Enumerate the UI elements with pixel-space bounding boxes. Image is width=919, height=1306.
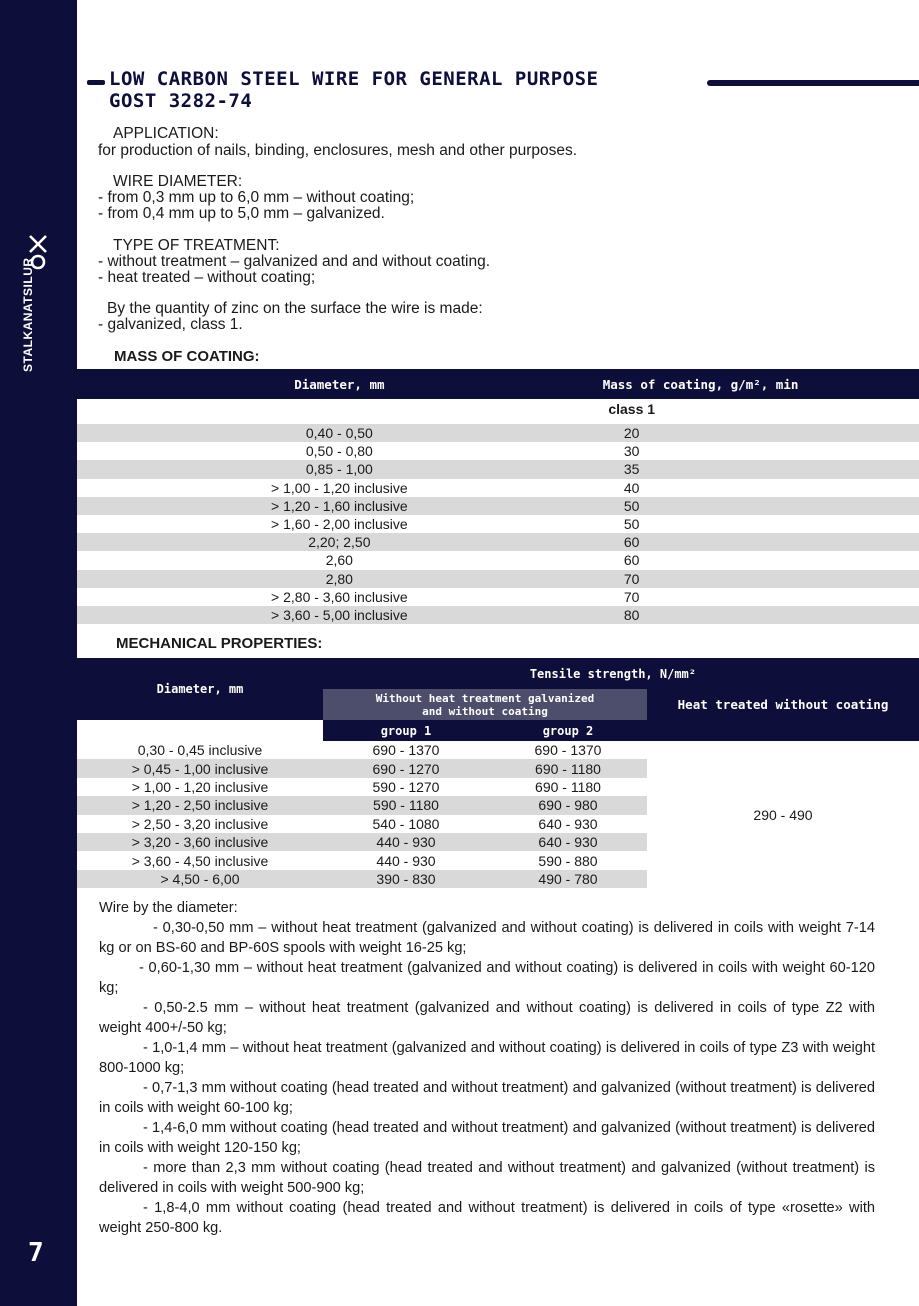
sidebar (0, 0, 77, 1306)
mass-cell-coating: 60 (602, 533, 662, 551)
delivery-item-2: - 0,60-1,30 mm – without heat treatment (galvanized and without coating) is delivered in coils with weight 60-120 kg; (99, 960, 875, 996)
treatment-line-2: - heat treated – without coating; (98, 269, 316, 286)
mass-cell-diameter: 2,80 (77, 570, 602, 588)
mech-cell-group-2: 690 - 1370 (534, 742, 602, 759)
treatment-line-1: - without treatment – galvanized and and without coating. (98, 253, 491, 270)
mass-row (77, 570, 919, 588)
wire-diameter-line-1: - from 0,3 mm up to 6,0 mm – without coating; (98, 189, 415, 206)
mech-cell-diameter: > 3,20 - 3,60 inclusive (77, 833, 323, 851)
mass-table (77, 369, 919, 624)
wire-diameter-line-2: - from 0,4 mm up to 5,0 mm – galvanized. (98, 205, 385, 222)
delivery-item-6: - 1,4-6,0 mm without coating (head treated and without treatment) and galvanized (without treatment) is delivered in coils with weight 120-150 kg; (99, 1120, 875, 1156)
mass-cell-coating: 20 (602, 424, 662, 442)
mass-cell-coating: 80 (602, 606, 662, 624)
mech-col-without-heat: Without heat treatment galvanized and without coating (323, 689, 647, 720)
mech-heading: MECHANICAL PROPERTIES: (116, 635, 323, 652)
mech-table (77, 658, 919, 888)
mech-cell-diameter: > 1,20 - 2,50 inclusive (77, 796, 323, 814)
mech-cell-diameter: 0,30 - 0,45 inclusive (137, 742, 263, 759)
mech-cell-group-1: 690 - 1370 (372, 742, 440, 759)
mass-cell-coating: 70 (602, 570, 662, 588)
title-bar-left (87, 80, 105, 85)
mass-row (77, 442, 919, 460)
wire-diameter-label: WIRE DIAMETER: (113, 173, 243, 190)
mass-col-diameter: Diameter, mm (77, 369, 602, 399)
mass-row (77, 497, 919, 515)
mass-cell-coating: 35 (602, 460, 662, 478)
mass-cell-diameter: 0,85 - 1,00 (77, 460, 602, 478)
mass-cell-diameter: > 1,20 - 1,60 inclusive (77, 497, 602, 515)
mech-cell-diameter: > 4,50 - 6,00 (77, 870, 323, 888)
mass-cell-coating: 70 (623, 588, 640, 605)
mass-cell-diameter: 2,20; 2,50 (77, 533, 602, 551)
mech-cell-diameter: > 0,45 - 1,00 inclusive (77, 759, 323, 777)
brand (18, 232, 58, 372)
mass-cell-coating: 60 (623, 552, 640, 569)
mech-cell-diameter: > 2,50 - 3,20 inclusive (131, 815, 269, 832)
mech-cell-group-1: 690 - 1270 (323, 759, 489, 777)
delivery-item-3: - 0,50-2.5 mm – without heat treatment (galvanized and without coating) is delivered in coils of type Z2 with weight 400+/-50 kg; (99, 1000, 875, 1036)
mass-col-coating: Mass of coating, g/m², min (602, 369, 919, 399)
mech-cell-group-2: 690 - 1180 (489, 759, 647, 777)
mass-heading: MASS OF COATING: (114, 348, 260, 365)
delivery-item-5: - 0,7-1,3 mm without coating (head treated and without treatment) and galvanized (without treatment) is delivered in coils with weight 60-100 kg; (99, 1080, 875, 1116)
zinc-label: By the quantity of zinc on the surface the wire is made: (107, 300, 483, 317)
delivery-intro: Wire by the diameter: (99, 900, 238, 916)
mech-cell-group-2: 690 - 1180 (535, 778, 601, 795)
mass-subheader-row (77, 399, 919, 419)
mass-row (77, 551, 919, 569)
mech-cell-group-2: 640 - 930 (538, 815, 598, 832)
mass-row (77, 479, 919, 497)
page-title (109, 68, 599, 112)
mech-col-tensile: Tensile strength, N/mm² (323, 658, 919, 689)
title-line-1: LOW CARBON STEEL WIRE FOR GENERAL PURPOSE (109, 68, 599, 90)
mech-cell-group-1: 440 - 930 (376, 852, 436, 869)
mech-col-diameter: Diameter, mm (77, 658, 323, 720)
mech-cell-group-1: 540 - 1080 (372, 815, 440, 832)
mass-row (77, 424, 919, 442)
mass-cell-diameter: 2,60 (325, 552, 353, 569)
mass-cell-diameter: > 3,60 - 5,00 inclusive (77, 606, 602, 624)
mass-row (77, 460, 919, 478)
title-line-2: GOST 3282-74 (109, 90, 253, 112)
page-number: 7 (28, 1238, 44, 1268)
mass-row (77, 533, 919, 551)
mech-cell-group-1: 440 - 930 (323, 833, 489, 851)
mass-row (77, 606, 919, 624)
delivery-item-8: - 1,8-4,0 mm without coating (head treated and without treatment) is delivered in coils of type «rosette» with weight 250-800 kg. (99, 1200, 875, 1236)
mass-subheader: class 1 (608, 401, 656, 417)
mech-cell-group-1: 590 - 1180 (323, 796, 489, 814)
application-label: APPLICATION: (113, 125, 219, 142)
mass-cell-coating: 50 (623, 516, 640, 533)
mech-cell-diameter: > 1,00 - 1,20 inclusive (131, 778, 269, 795)
mass-cell-diameter: 0,50 - 0,80 (305, 443, 373, 460)
mech-cell-group-2: 590 - 880 (538, 852, 598, 869)
mass-cell-diameter: 0,40 - 0,50 (77, 424, 602, 442)
mech-cell-group-1: 390 - 830 (323, 870, 489, 888)
mass-cell-diameter: > 1,60 - 2,00 inclusive (271, 516, 408, 533)
mass-cell-coating: 40 (623, 479, 640, 496)
mech-cell-group-1: 590 - 1270 (372, 778, 440, 795)
mech-row (77, 741, 919, 759)
mech-col-group-1: group 1 (323, 720, 489, 741)
zinc-line-1: - galvanized, class 1. (98, 316, 243, 333)
treatment-label: TYPE OF TREATMENT: (113, 237, 280, 254)
application-text: for production of nails, binding, enclosures, mesh and other purposes. (98, 142, 578, 159)
title-bar-right (707, 80, 919, 86)
brand-name: STALKANATSILUR (21, 257, 35, 372)
mech-cell-group-2: 690 - 980 (489, 796, 647, 814)
mech-cell-diameter: > 3,60 - 4,50 inclusive (131, 852, 269, 869)
mass-cell-diameter: > 1,00 - 1,20 inclusive (271, 479, 408, 496)
mech-col-heat-treated: Heat treated without coating (647, 689, 919, 720)
delivery-item-1: - 0,30-0,50 mm – without heat treatment (galvanized and without coating) is delivered in coils with weight 7-14 kg or on BS-60 and BP-60S spools with weight 16-25 kg; (99, 920, 875, 956)
delivery-item-4: - 1,0-1,4 mm – without heat treatment (galvanized and without coating) is delivered in coils of type Z3 with weight 800-1000 kg; (99, 1040, 875, 1076)
delivery-item-7: - more than 2,3 mm without coating (head treated and without treatment) and galvanized (without treatment) is delivered in coils with weight 500-900 kg; (99, 1160, 875, 1196)
mass-row (77, 515, 919, 533)
mass-cell-coating: 30 (623, 443, 640, 460)
mech-col-group-2: group 2 (489, 720, 647, 741)
mech-cell-group-2: 490 - 780 (489, 870, 647, 888)
mass-cell-diameter: > 2,80 - 3,60 inclusive (271, 588, 408, 605)
mech-cell-heat-treated: 290 - 490 (753, 806, 813, 823)
mech-cell-group-2: 640 - 930 (489, 833, 647, 851)
mass-cell-coating: 50 (602, 497, 662, 515)
mass-row (77, 588, 919, 606)
